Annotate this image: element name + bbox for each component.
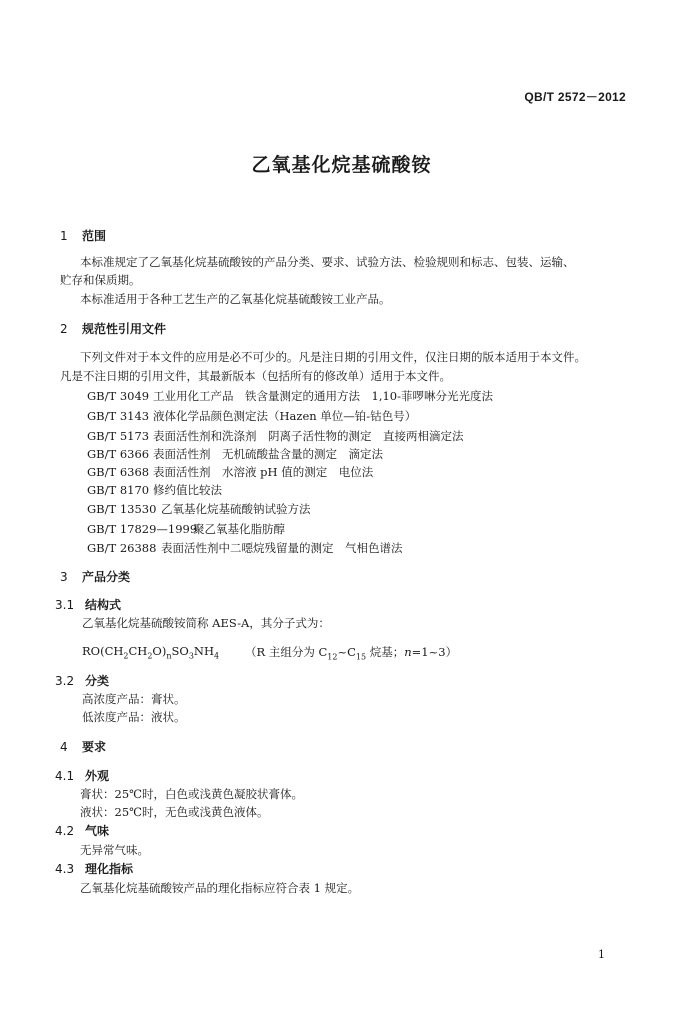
subsection-4-1-heading [55, 767, 109, 784]
subsection-4-2-heading [55, 822, 109, 839]
section-title: 规范性引用文件 [82, 322, 167, 336]
structure-text: 乙氧基化烷基硫酸铵简称 AES-A，其分子式为： [82, 616, 330, 630]
reference-code: GB/T 26388 [87, 541, 157, 555]
reference-title: 表面活性剂 水溶液 pH 值的测定 电位法 [153, 465, 374, 479]
physicochemical-line: 乙氧基化烷基硫酸铵产品的理化指标应符合表 1 规定。 [80, 881, 360, 895]
document-title: 乙氧基化烷基硫酸铵 [251, 154, 432, 176]
page-number: 1 [598, 948, 605, 961]
reference-title: 表面活性剂 无机硫酸盐含量的测定 滴定法 [153, 447, 383, 461]
section-title: 产品分类 [82, 570, 131, 584]
section-title: 要求 [82, 740, 107, 754]
formula-note: （R 主组分为 $C_{12}\sim C_{15}$ 烷基；n=1~3） [245, 645, 458, 662]
subsection-number: 4.1 [55, 769, 75, 783]
reference-item [87, 446, 383, 462]
reference-code: GB/T 3049 [87, 389, 150, 403]
section-number: 1 [60, 229, 68, 243]
standard-code: QB/T 2572－2012 [524, 90, 626, 104]
normative-intro-line-2: 凡是不注日期的引用文件，其最新版本（包括所有的修改单）适用于本文件。 [60, 369, 451, 383]
appearance-line-2: 液状：25℃时，无色或浅黄色液体。 [80, 805, 269, 819]
subsection-title: 结构式 [85, 598, 122, 612]
reference-code: GB/T 8170 [87, 483, 150, 497]
section-number: 3 [60, 570, 68, 584]
subsection-number: 3.1 [55, 598, 75, 612]
subsection-title: 气味 [85, 824, 110, 838]
scope-paragraph-2: 本标准适用于各种工艺生产的乙氧基化烷基硫酸铵工业产品。 [80, 292, 391, 306]
reference-code: GB/T 3143 [87, 409, 150, 423]
reference-item [87, 501, 311, 517]
subsection-number: 3.2 [55, 674, 75, 688]
reference-code: GB/T 6366 [87, 447, 150, 461]
section-2-heading [60, 320, 166, 337]
section-number: 4 [60, 740, 68, 754]
reference-title: 修约值比较法 [153, 483, 222, 497]
classification-line-2: 低浓度产品：液状。 [82, 710, 186, 724]
reference-title: 聚乙氧基化脂肪醇 [193, 522, 285, 536]
reference-code: GB/T 17829—1999 [87, 522, 198, 536]
reference-code: GB/T 13530 [87, 502, 157, 516]
subsection-title: 外观 [85, 769, 110, 783]
subsection-3-2-heading [55, 672, 109, 689]
normative-intro-line-1: 下列文件对于本文件的应用是必不可少的。凡是注日期的引用文件，仅注日期的版本适用于本文件。 [80, 350, 586, 364]
classification-line-1: 高浓度产品：膏状。 [82, 692, 186, 706]
reference-item [87, 540, 403, 556]
reference-item [87, 428, 464, 444]
molecular-formula: $RO(CH_2CH_2O)_nSO_3NH_4$ [82, 644, 220, 661]
reference-item [87, 464, 373, 480]
reference-title: 工业用化工产品 铁含量测定的通用方法 1,10-菲啰啉分光光度法 [153, 389, 493, 403]
section-3-heading [60, 568, 130, 585]
subsection-number: 4.3 [55, 862, 75, 876]
subsection-number: 4.2 [55, 824, 75, 838]
appearance-line-1: 膏状：25℃时，白色或浅黄色凝胶状膏体。 [80, 787, 303, 801]
reference-item [87, 408, 416, 424]
subsection-3-1-heading [55, 596, 121, 613]
scope-paragraph-line-2: 贮存和保质期。 [60, 273, 141, 287]
reference-code: GB/T 6368 [87, 465, 150, 479]
subsection-title: 分类 [85, 674, 110, 688]
reference-item [87, 388, 493, 404]
section-title: 范围 [82, 229, 107, 243]
subsection-title: 理化指标 [85, 862, 134, 876]
scope-paragraph-line-1: 本标准规定了乙氧基化烷基硫酸铵的产品分类、要求、试验方法、检验规则和标志、包装、运输、 [80, 255, 575, 269]
reference-item [87, 521, 285, 537]
reference-code: GB/T 5173 [87, 429, 150, 443]
reference-title: 乙氧基化烷基硫酸钠试验方法 [161, 502, 311, 516]
section-4-heading [60, 738, 106, 755]
odor-line: 无异常气味。 [80, 843, 149, 857]
reference-title: 表面活性剂中二噁烷残留量的测定 气相色谱法 [161, 541, 403, 555]
reference-title: 液体化学品颜色测定法（Hazen 单位—铂-钴色号） [153, 409, 417, 423]
subsection-4-3-heading [55, 860, 133, 877]
reference-item [87, 482, 222, 498]
section-1-heading [60, 227, 106, 244]
section-number: 2 [60, 322, 68, 336]
reference-title: 表面活性剂和洗涤剂 阴离子活性物的测定 直接两相滴定法 [153, 429, 464, 443]
